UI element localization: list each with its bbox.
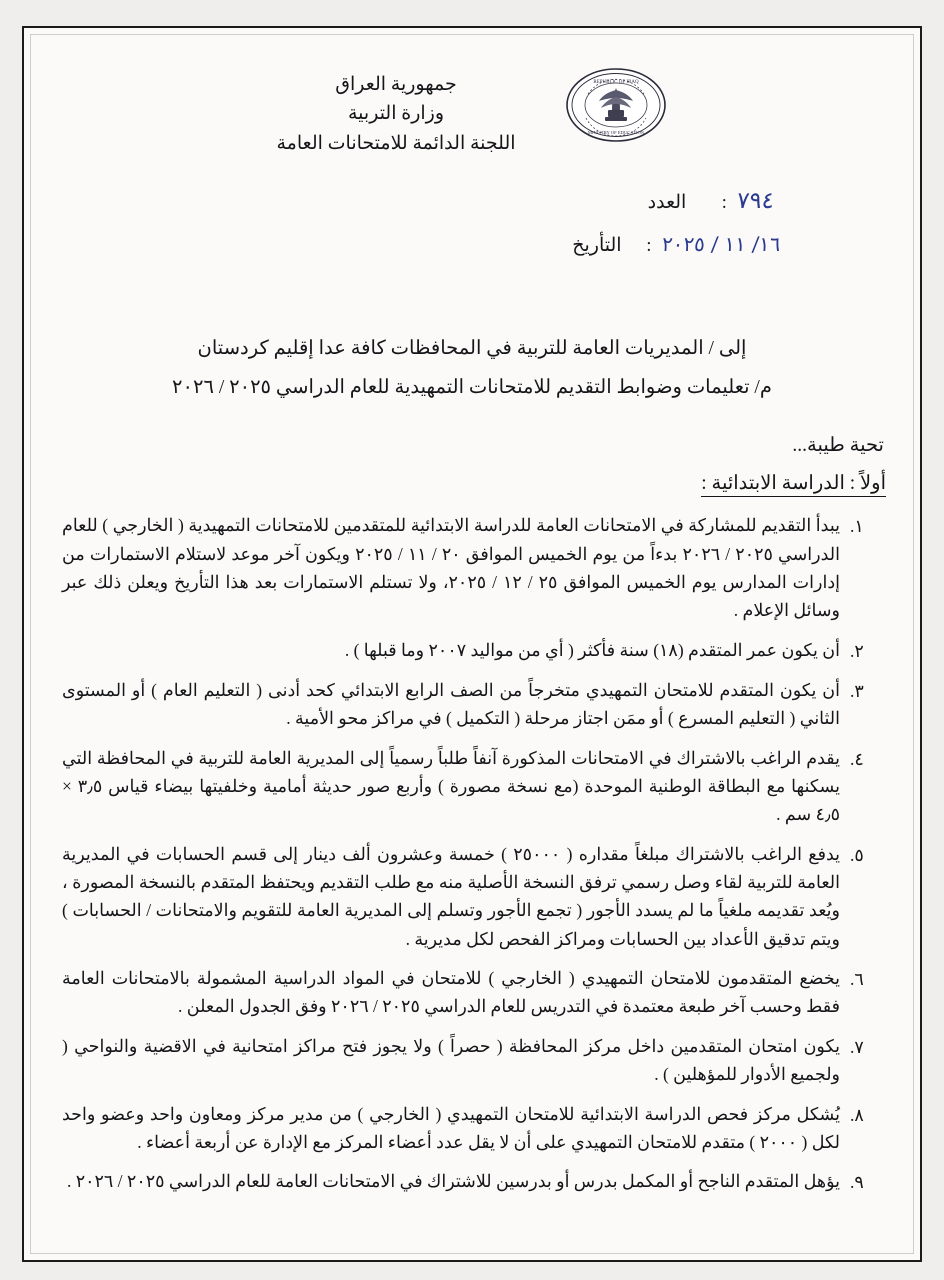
greeting-line: تحية طيبة...	[792, 435, 884, 457]
addressing-block	[58, 329, 886, 407]
list-item-text: يؤهل المتقدم الناجح أو المكمل بدرس أو بدرسين للاشتراك في الامتحانات العامة للعام الدراسي ٢٠٢٥ / ٢٠٢٦ .	[66, 1171, 840, 1192]
list-item-text: يُشكل مركز فحص الدراسة الابتدائية للامتحان التمهيدي ( الخارجي ) من مدير مركز ومعاون واحد وعضو واحد لكل ( ٢٠٠٠ ) متقدم للامتحان التمهيدي على أن لا يقل عدد أعضاء المركز مع الإدارة عن أربعة أعضاء .	[62, 1103, 840, 1152]
document-sheet	[22, 26, 922, 1262]
list-item-text: أن يكون عمر المتقدم (١٨) سنة فأكثر ( أي من مواليد ٢٠٠٧ وما قبلها ) .	[344, 639, 840, 660]
list-item	[62, 636, 876, 665]
section-title-text: أولاً : الدراسة الابتدائية :	[701, 473, 886, 497]
list-item-marker: ٧.	[850, 1036, 864, 1057]
list-item-marker: ٨.	[850, 1104, 864, 1125]
document-date-value: ١٦/ ١١ / ٢٠٢٥	[660, 232, 782, 257]
list-item-marker: ١.	[850, 516, 864, 537]
list-item	[62, 744, 876, 829]
list-item-text: يخضع المتقدمون للامتحان التمهيدي ( الخارجي ) للامتحان في المواد الدراسية المشمولة بالامتحانات العامة فقط وحسب آخر طبعة معتمدة في التدريس للعام الدراسي ٢٠٢٥ / ٢٠٢٦ وفق الجدول المعلن .	[62, 968, 840, 1017]
list-item-marker: ٣.	[850, 681, 864, 702]
list-item	[62, 676, 876, 733]
svg-text:MINISTRY OF EDUCATION: MINISTRY OF EDUCATION	[587, 130, 644, 135]
document-number-label: العدد	[647, 192, 687, 214]
list-item	[62, 1167, 876, 1196]
document-number-value: ٧٩٤	[735, 188, 776, 215]
list-item-text: يدفع الراغب بالاشتراك مبلغاً مقداره ( ٢٥٠٠٠ ) خمسة وعشرون ألف دينار إلى قسم الحسابات في المديرية العامة للتربية لقاء وصل رسمي ترفق النسخة الأصلية منه مع طلب التقديم ويحتفظ المتقدم بالنسخة المصورة ، ويُعد تقديمه ملغياً ما لم يسدد الأجور ( تجمع الأجور وتسلم إلى المديرية العامة للتقويم والامتحانات / الحسابات ) ويتم تدقيق الأعداد بين الحسابات ومراكز الفحص لكل مديرية .	[62, 843, 841, 949]
meta-row-number	[58, 178, 774, 224]
header-titles	[277, 64, 516, 158]
subject-line: م/ تعليمات وضوابط التقديم للامتحانات التمهيدية للعام الدراسي ٢٠٢٥ / ٢٠٢٦	[172, 377, 772, 399]
list-item-marker: ٦.	[850, 969, 864, 990]
header-line-ministry: وزارة التربية	[348, 103, 445, 125]
list-item	[62, 840, 876, 953]
clauses-list	[62, 511, 876, 1196]
list-item-marker: ٢.	[850, 640, 864, 661]
list-item-text: يبدأ التقديم للمشاركة في الامتحانات العامة للدراسة الابتدائية للمتقدمين للامتحانات التمهيدية ( الخارجي ) للعام الدراسي ٢٠٢٥ / ٢٠٢٦ بدءاً من يوم الخميس الموافق ٢٠ / ١١ / ٢٠٢٥ ويكون آخر موعد لاستلام الاستمارات من إدارات المدارس يوم الخميس الموافق ٢٥ / ١٢ / ٢٠٢٥، ولا تستلم الاستمارات بعد هذا التأريخ ويعلن ذلك عبر وسائل الإعلام .	[62, 515, 840, 621]
section-title	[58, 471, 886, 495]
list-item-text: يقدم الراغب بالاشتراك في الامتحانات المذكورة آنفاً طلباً رسمياً إلى المديرية العامة للتربية في المحافظة التي يسكنها مع البطاقة الوطنية الموحدة (مع نسخة مصورة ) وأربع صور حديثة أمامية وخلفيتها بيضاء قياس ٣٫٥ × ٤٫٥ سم .	[62, 747, 840, 825]
list-item-marker: ٩.	[850, 1172, 864, 1193]
document-date-label: التأريخ	[572, 235, 622, 257]
list-item	[62, 1032, 876, 1089]
svg-text:REPUBLIC OF IRAQ: REPUBLIC OF IRAQ	[592, 80, 639, 85]
ministry-emblem-icon	[564, 66, 668, 144]
list-item	[62, 511, 876, 624]
list-item-text: يكون امتحان المتقدمين داخل مركز المحافظة ( حصراً ) ولا يجوز فتح مراكز امتحانية في الاقضية والنواحي ( ولجميع الأدوار للمؤهلين ) .	[62, 1035, 840, 1085]
meta-colon-number: :	[721, 192, 727, 214]
meta-row-date	[58, 224, 780, 265]
document-header	[58, 64, 886, 158]
list-item-text: أن يكون المتقدم للامتحان التمهيدي متخرجاً من الصف الرابع الابتدائي كحد أدنى ( التعليم العام ) أو المستوى الثاني ( التعليم المسرع ) أو ممَن اجتاز مرحلة ( التكميل ) في مراكز محو الأمية .	[62, 680, 840, 729]
meta-colon-date: :	[646, 235, 652, 257]
list-item	[62, 1100, 876, 1157]
document-meta	[58, 178, 782, 265]
list-item	[62, 964, 876, 1021]
list-item-marker: ٥.	[850, 844, 864, 865]
header-line-country: جمهورية العراق	[335, 74, 457, 95]
header-line-committee: اللجنة الدائمة للامتحانات العامة	[276, 132, 516, 154]
addressee-line: إلى / المديريات العامة للتربية في المحافظات كافة عدا إقليم كردستان	[197, 338, 747, 360]
list-item-marker: ٤.	[850, 748, 864, 769]
